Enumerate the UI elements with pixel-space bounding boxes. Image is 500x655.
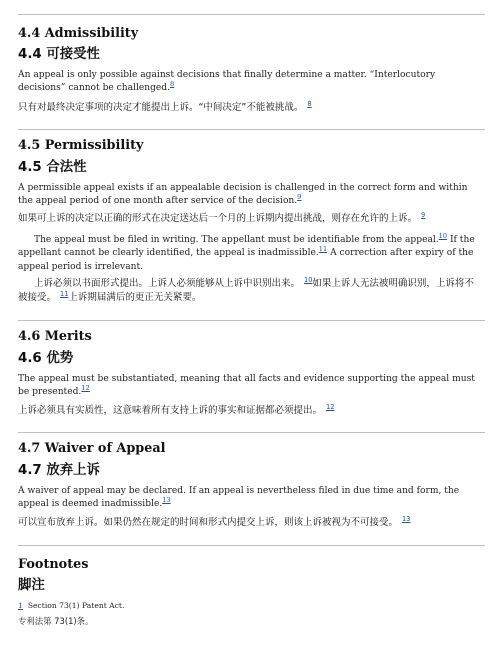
- section-divider: [18, 129, 485, 130]
- paragraph-zh: [18, 101, 483, 115]
- section-heading-en: 4.5 Permissibility: [18, 138, 144, 153]
- section-heading-en: 4.4 Admissibility: [18, 26, 139, 41]
- paragraph-text: A correction after expiry of the appeal period is irrelevant.: [18, 248, 474, 272]
- paragraph-text: An appeal is only possible against decisions that finally determine a matter. “Interlocutory decisions” cannot be challenged.: [18, 70, 436, 94]
- paragraph-en: [18, 485, 483, 512]
- footnote-ref-link[interactable]: 12: [326, 402, 335, 411]
- footnotes-heading-zh: 脚注: [18, 578, 45, 593]
- paragraph-text: A permissible appeal exists if an appealable decision is challenged in the correct form and within the appeal period of one month after service of the decision.: [18, 183, 468, 207]
- footnotes-heading-en: Footnotes: [18, 557, 89, 572]
- paragraph-en: [18, 182, 483, 209]
- paragraph-text: If the appellant cannot be clearly identified, the appeal is inadmissible.: [18, 235, 475, 259]
- footnote-ref-link[interactable]: 12: [81, 384, 90, 393]
- section-heading-zh: 4.4 可接受性: [18, 47, 100, 62]
- paragraph-text: 如果可上诉的决定以正确的形式在决定送达后一个月的上诉期内提出挑战，则存在允许的上诉。: [18, 213, 418, 224]
- paragraph-en: [18, 69, 483, 96]
- section-heading-zh: 4.7 放弃上诉: [18, 463, 100, 478]
- footnote-ref-link[interactable]: 8: [170, 80, 175, 89]
- paragraph-zh: [18, 212, 483, 226]
- section-heading-zh: 4.6 优势: [18, 351, 74, 366]
- footnote-ref-link[interactable]: 10: [438, 231, 448, 240]
- paragraph-text: 上诉期届满后的更正无关紧要。: [68, 292, 202, 304]
- paragraph-en: [18, 231, 483, 274]
- footnote-item: [18, 600, 483, 611]
- section-divider: [18, 432, 485, 433]
- paragraph-text: 可以宣布放弃上诉。如果仍然在规定的时间和形式内提交上诉，则该上诉被视为不可接受。: [18, 517, 399, 528]
- footnotes-divider: [18, 545, 485, 546]
- footnote-ref-link[interactable]: 9: [421, 210, 426, 219]
- footnote-ref-link[interactable]: 8: [307, 99, 312, 108]
- paragraph-zh: [18, 516, 483, 530]
- paragraph-text: 上诉必须具有实质性，这意味着所有支持上诉的事实和证据都必须提出。: [18, 405, 323, 416]
- footnote-ref-link[interactable]: 11: [318, 245, 328, 254]
- footnote-ref-link[interactable]: 10: [304, 275, 313, 284]
- section-divider: [18, 14, 485, 15]
- paragraph-text: 上诉必须以书面形式提出。上诉人必须能够从上诉中识别出来。: [34, 278, 301, 289]
- footnote-ref-link[interactable]: 9: [297, 193, 302, 202]
- paragraph-text: 只有对最终决定事项的决定才能提出上诉。“中间决定”不能被挑战。: [18, 102, 304, 113]
- paragraph-text: A waiver of appeal may be declared. If an appeal is nevertheless filed in due time and form, the appeal is deemed inadmissible.: [18, 486, 460, 510]
- footnote-ref-link[interactable]: 11: [60, 290, 69, 299]
- paragraph-zh: [18, 277, 483, 306]
- paragraph-en: [18, 373, 483, 400]
- footnote-text: Section 73(1) Patent Act.: [27, 601, 125, 610]
- footnote-ref-link[interactable]: 13: [162, 496, 171, 505]
- footnote-text-zh: 专利法第 73(1)条。: [18, 616, 94, 626]
- footnote-number-link[interactable]: 1: [18, 601, 23, 610]
- paragraph-text: 如果上诉人无法被明确识别，上诉将不被接受。: [18, 278, 474, 304]
- paragraph-zh: [18, 404, 483, 418]
- section-heading-zh: 4.5 合法性: [18, 160, 87, 175]
- section-divider: [18, 320, 485, 321]
- section-heading-en: 4.6 Merits: [18, 329, 92, 344]
- footnote-ref-link[interactable]: 13: [402, 514, 411, 523]
- paragraph-text: The appeal must be filed in writing. The appellant must be identifiable from the appeal.: [34, 235, 439, 245]
- section-heading-en: 4.7 Waiver of Appeal: [18, 441, 166, 456]
- paragraph-text: The appeal must be substantiated, meaning that all facts and evidence supporting the appeal must be presented.: [18, 374, 475, 398]
